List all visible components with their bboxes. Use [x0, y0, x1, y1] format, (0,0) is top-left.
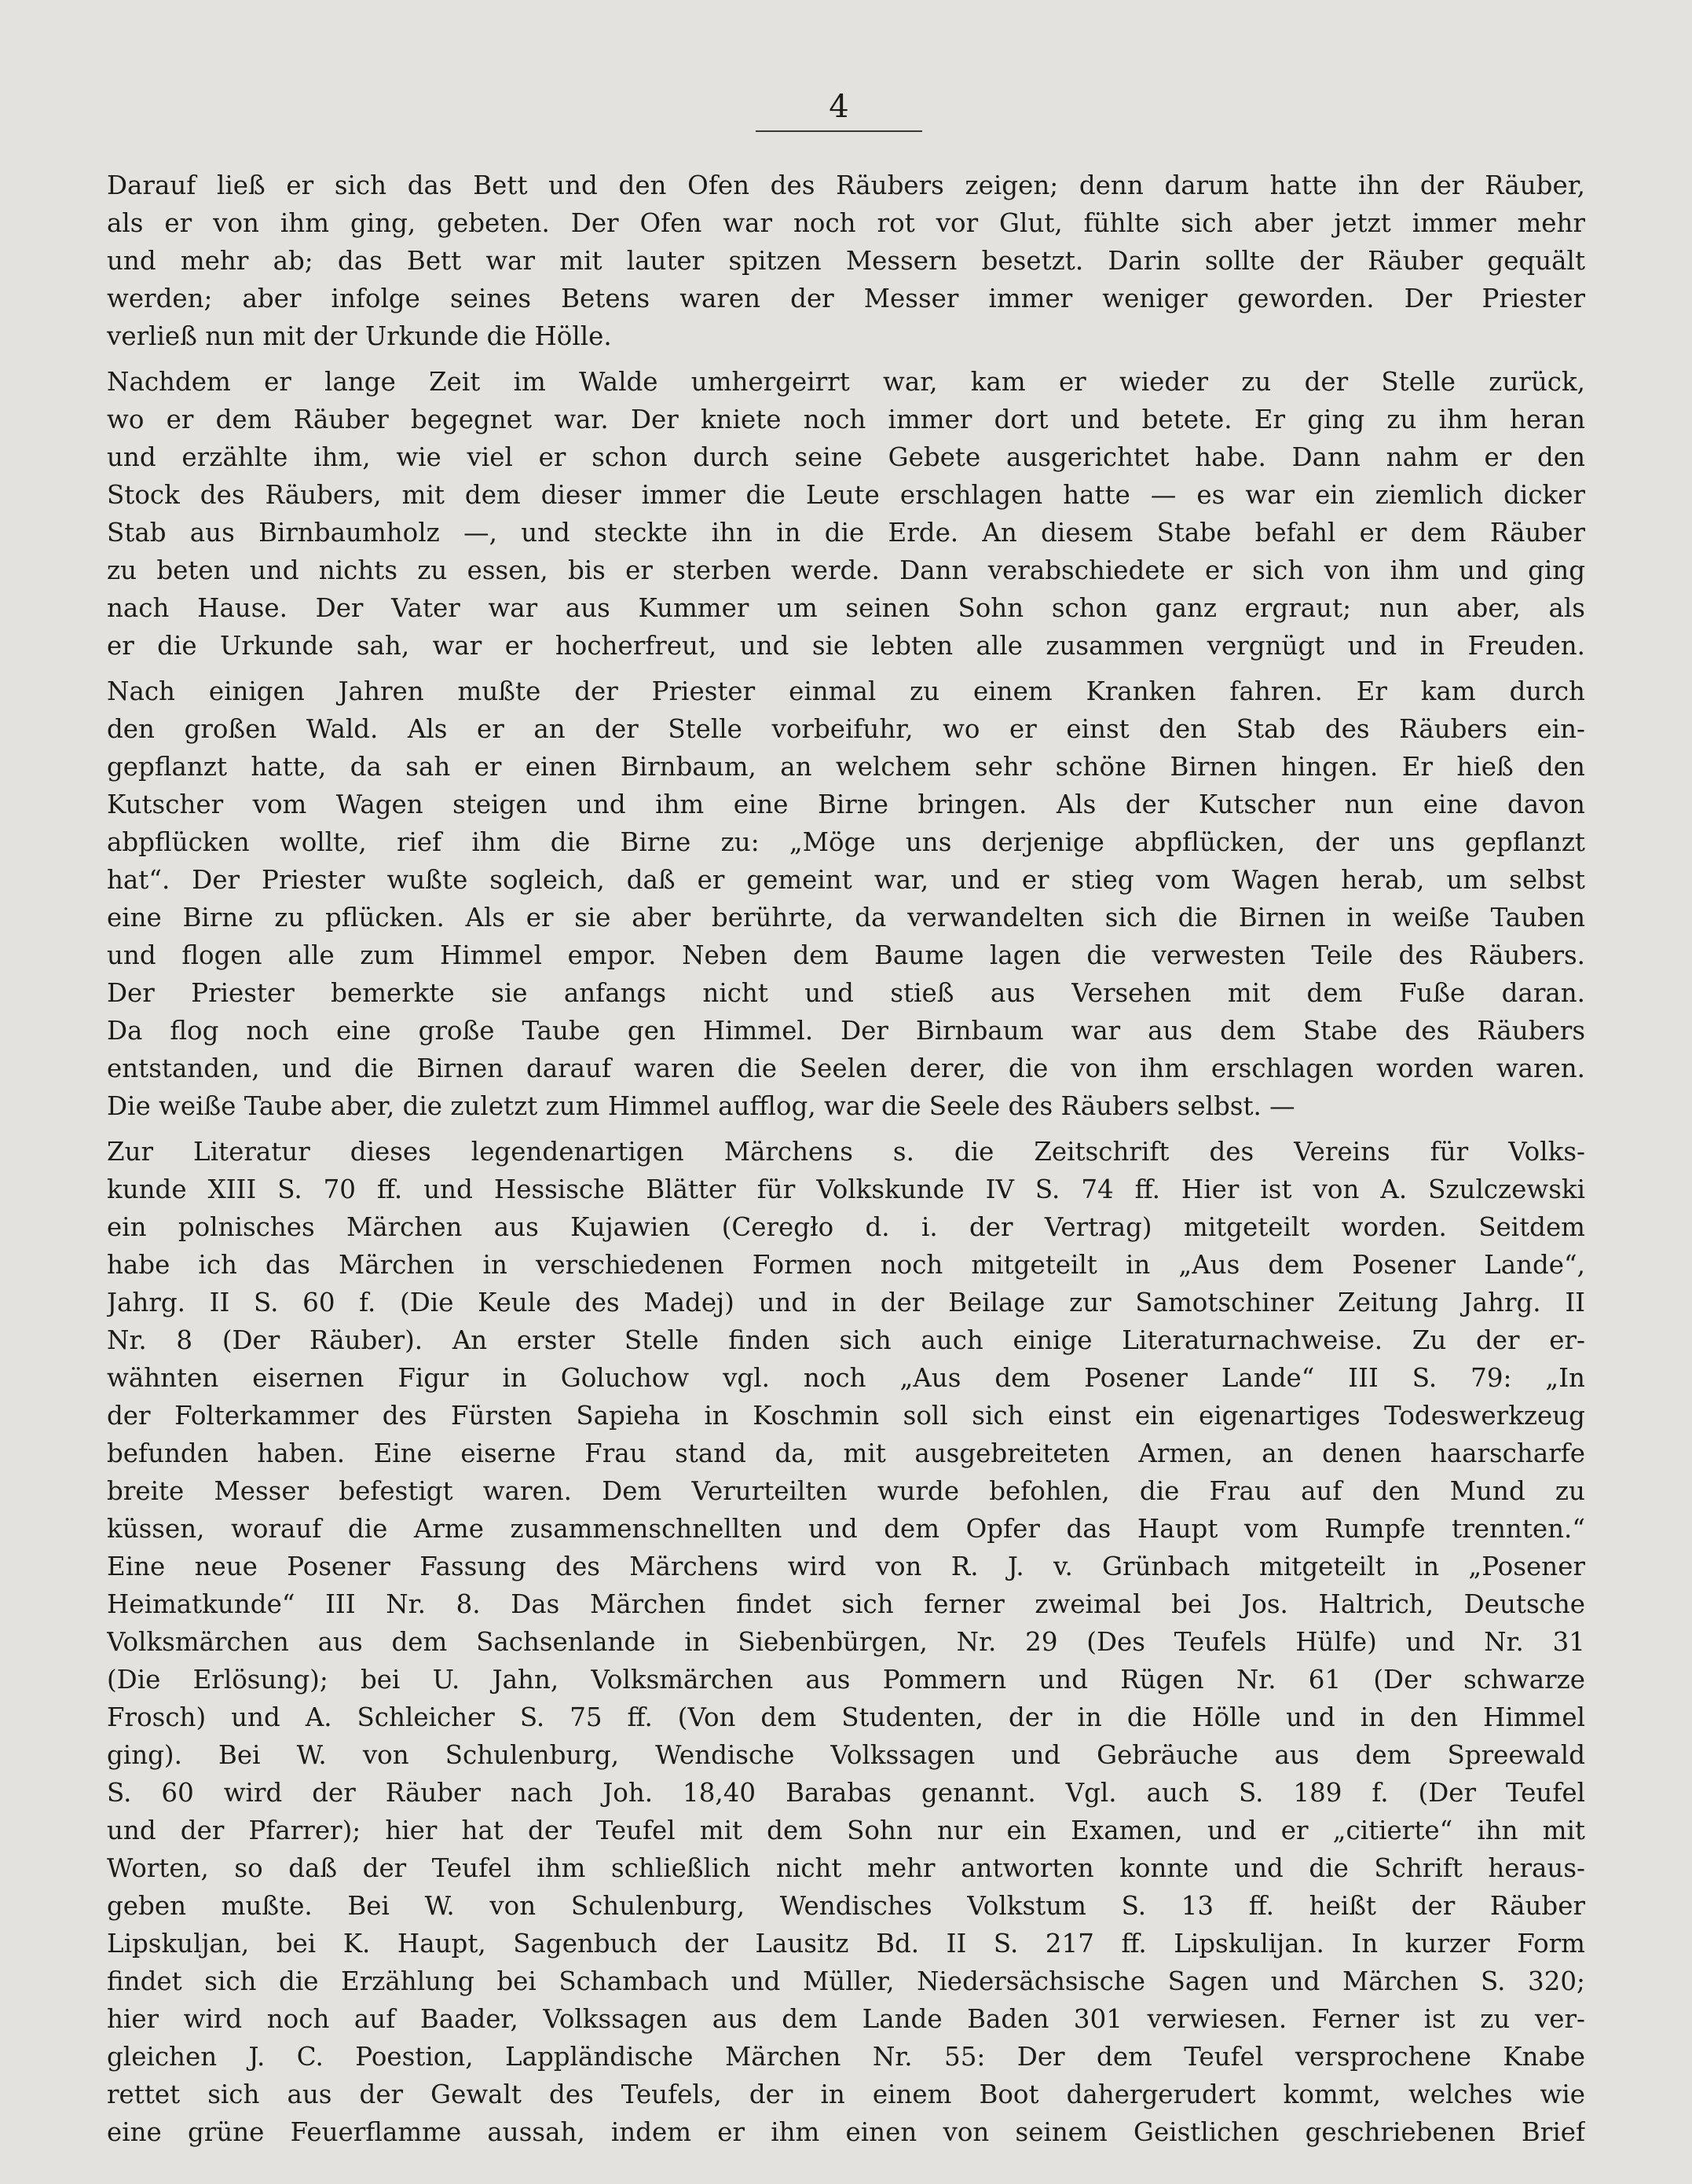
- text-line: Zur Literatur dieses legendenartigen Märchens s. die Zeitschrift des Vereins für Volks-: [107, 1137, 1585, 1167]
- paragraph-2: [107, 363, 1585, 665]
- page-number-rule: [756, 130, 922, 132]
- paragraph-3: [107, 672, 1585, 1125]
- text-line: und erzählte ihm, wie viel er schon durch seine Gebete ausgerichtet habe. Dann nahm er den: [107, 442, 1585, 472]
- text-line: Volksmärchen aus dem Sachsenlande in Siebenbürgen, Nr. 29 (Des Teufels Hülfe) und Nr. 31: [107, 1627, 1585, 1657]
- text-line: Frosch) und A. Schleicher S. 75 ff. (Von dem Studenten, der in die Hölle und in den Himmel: [107, 1702, 1585, 1732]
- text-line: gleichen J. C. Poestion, Lappländische Märchen Nr. 55: Der dem Teufel versprochene Knabe: [107, 2042, 1585, 2072]
- paragraph-1: [107, 167, 1585, 355]
- text-line: und der Pfarrer); hier hat der Teufel mit dem Sohn nur ein Examen, und er „citierte“ ihn mit: [107, 1816, 1585, 1845]
- text-line: ein polnisches Märchen aus Kujawien (Ceregło d. i. der Vertrag) mitgeteilt worden. Seitdem: [107, 1212, 1585, 1242]
- text-line: er die Urkunde sah, war er hocherfreut, und sie lebten alle zusammen vergnügt und in Freuden.: [107, 631, 1585, 661]
- text-line: wo er dem Räuber begegnet war. Der kniete noch immer dort und betete. Er ging zu ihm heran: [107, 405, 1585, 434]
- page-number: 4: [829, 89, 849, 125]
- text-line: verließ nun mit der Urkunde die Hölle.: [107, 321, 612, 351]
- text-line: Kutscher vom Wagen steigen und ihm eine Birne bringen. Als der Kutscher nun eine davon: [107, 790, 1585, 819]
- text-line: eine grüne Feuerflamme aussah, indem er ihm einen von seinem Geistlichen geschriebenen Brief: [107, 2117, 1585, 2147]
- text-line: befunden haben. Eine eiserne Frau stand da, mit ausgebreiteten Armen, an denen haarscharfe: [107, 1438, 1585, 1468]
- text-line: Stab aus Birnbaumholz —, und steckte ihn in die Erde. An diesem Stabe befahl er dem Räuber: [107, 518, 1585, 548]
- text-line: und mehr ab; das Bett war mit lauter spitzen Messern besetzt. Darin sollte der Räuber gequält: [107, 246, 1585, 276]
- text-line: als er von ihm ging, gebeten. Der Ofen war noch rot vor Glut, fühlte sich aber jetzt immer mehr: [107, 208, 1585, 238]
- text-line: entstanden, und die Birnen darauf waren die Seelen derer, die von ihm erschlagen worden waren.: [107, 1054, 1585, 1083]
- text-line: rettet sich aus der Gewalt des Teufels, der in einem Boot dahergerudert kommt, welches wie: [107, 2080, 1585, 2109]
- text-line: der Folterkammer des Fürsten Sapieha in Koschmin soll sich einst ein eigenartiges Todeswerkzeug: [107, 1401, 1585, 1431]
- text-line: Lipskuljan, bei K. Haupt, Sagenbuch der Lausitz Bd. II S. 217 ff. Lipskulijan. In kurzer Form: [107, 1929, 1585, 1959]
- text-line: kunde XIII S. 70 ff. und Hessische Blätter für Volkskunde IV S. 74 ff. Hier ist von A. Szulczewski: [107, 1174, 1585, 1204]
- text-line: ging). Bei W. von Schulenburg, Wendische Volkssagen und Gebräuche aus dem Spreewald: [107, 1740, 1585, 1770]
- text-line: hat“. Der Priester wußte sogleich, daß er gemeint war, und er stieg vom Wagen herab, um selbst: [107, 865, 1585, 895]
- text-line: und flogen alle zum Himmel empor. Neben dem Baume lagen die verwesten Teile des Räubers.: [107, 940, 1585, 970]
- text-line: Nach einigen Jahren mußte der Priester einmal zu einem Kranken fahren. Er kam durch: [107, 676, 1585, 706]
- text-line: Die weiße Taube aber, die zuletzt zum Himmel aufflog, war die Seele des Räubers selbst. —: [107, 1091, 1295, 1121]
- text-line: Stock des Räubers, mit dem dieser immer die Leute erschlagen hatte — es war ein ziemlich dicker: [107, 480, 1585, 510]
- text-line: zu beten und nichts zu essen, bis er sterben werde. Dann verabschiedete er sich von ihm und ging: [107, 555, 1585, 585]
- paragraph-4: [107, 1133, 1585, 2151]
- text-line: geben mußte. Bei W. von Schulenburg, Wendisches Volkstum S. 13 ff. heißt der Räuber: [107, 1891, 1585, 1921]
- text-line: Jahrg. II S. 60 f. (Die Keule des Madej) und in der Beilage zur Samotschiner Zeitung Jahrg. II: [107, 1288, 1585, 1317]
- text-line: Heimatkunde“ III Nr. 8. Das Märchen findet sich ferner zweimal bei Jos. Haltrich, Deutsche: [107, 1589, 1585, 1619]
- text-line: S. 60 wird der Räuber nach Joh. 18,40 Barabas genannt. Vgl. auch S. 189 f. (Der Teufel: [107, 1778, 1585, 1808]
- text-line: den großen Wald. Als er an der Stelle vorbeifuhr, wo er einst den Stab des Räubers ein-: [107, 714, 1585, 744]
- text-line: habe ich das Märchen in verschiedenen Formen noch mitgeteilt in „Aus dem Posener Lande“,: [107, 1250, 1585, 1280]
- text-line: werden; aber infolge seines Betens waren der Messer immer weniger geworden. Der Priester: [107, 284, 1585, 313]
- text-line: Nachdem er lange Zeit im Walde umhergeirrt war, kam er wieder zu der Stelle zurück,: [107, 367, 1585, 397]
- text-line: wähnten eisernen Figur in Goluchow vgl. noch „Aus dem Posener Lande“ III S. 79: „In: [107, 1363, 1585, 1393]
- text-line: Nr. 8 (Der Räuber). An erster Stelle finden sich auch einige Literaturnachweise. Zu der er-: [107, 1325, 1585, 1355]
- text-line: hier wird noch auf Baader, Volkssagen aus dem Lande Baden 301 verwiesen. Ferner ist zu ver-: [107, 2004, 1585, 2034]
- text-line: findet sich die Erzählung bei Schambach und Müller, Niedersächsische Sagen und Märchen S. 320;: [107, 1966, 1585, 1996]
- text-line: Worten, so daß der Teufel ihm schließlich nicht mehr antworten konnte und die Schrift heraus-: [107, 1853, 1585, 1883]
- text-line: (Die Erlösung); bei U. Jahn, Volksmärchen aus Pommern und Rügen Nr. 61 (Der schwarze: [107, 1665, 1585, 1695]
- text-line: Eine neue Posener Fassung des Märchens wird von R. J. v. Grünbach mitgeteilt in „Posener: [107, 1552, 1585, 1581]
- text-line: nach Hause. Der Vater war aus Kummer um seinen Sohn schon ganz ergraut; nun aber, als: [107, 593, 1585, 623]
- text-line: küssen, worauf die Arme zusammenschnellten und dem Opfer das Haupt vom Rumpfe trennten.“: [107, 1514, 1585, 1544]
- text-line: Darauf ließ er sich das Bett und den Ofen des Räubers zeigen; denn darum hatte ihn der Räuber,: [107, 170, 1585, 200]
- body-text: [107, 167, 1585, 2151]
- text-line: Da flog noch eine große Taube gen Himmel. Der Birnbaum war aus dem Stabe des Räubers: [107, 1016, 1585, 1046]
- text-line: breite Messer befestigt waren. Dem Verurteilten wurde befohlen, die Frau auf den Mund zu: [107, 1476, 1585, 1506]
- text-line: Der Priester bemerkte sie anfangs nicht und stieß aus Versehen mit dem Fuße daran.: [107, 978, 1585, 1008]
- text-line: eine Birne zu pflücken. Als er sie aber berührte, da verwandelten sich die Birnen in weiße Tauben: [107, 903, 1585, 933]
- text-line: abpflücken wollte, rief ihm die Birne zu: „Möge uns derjenige abpflücken, der uns gepflanzt: [107, 827, 1585, 857]
- text-line: gepflanzt hatte, da sah er einen Birnbaum, an welchem sehr schöne Birnen hingen. Er hieß den: [107, 752, 1585, 782]
